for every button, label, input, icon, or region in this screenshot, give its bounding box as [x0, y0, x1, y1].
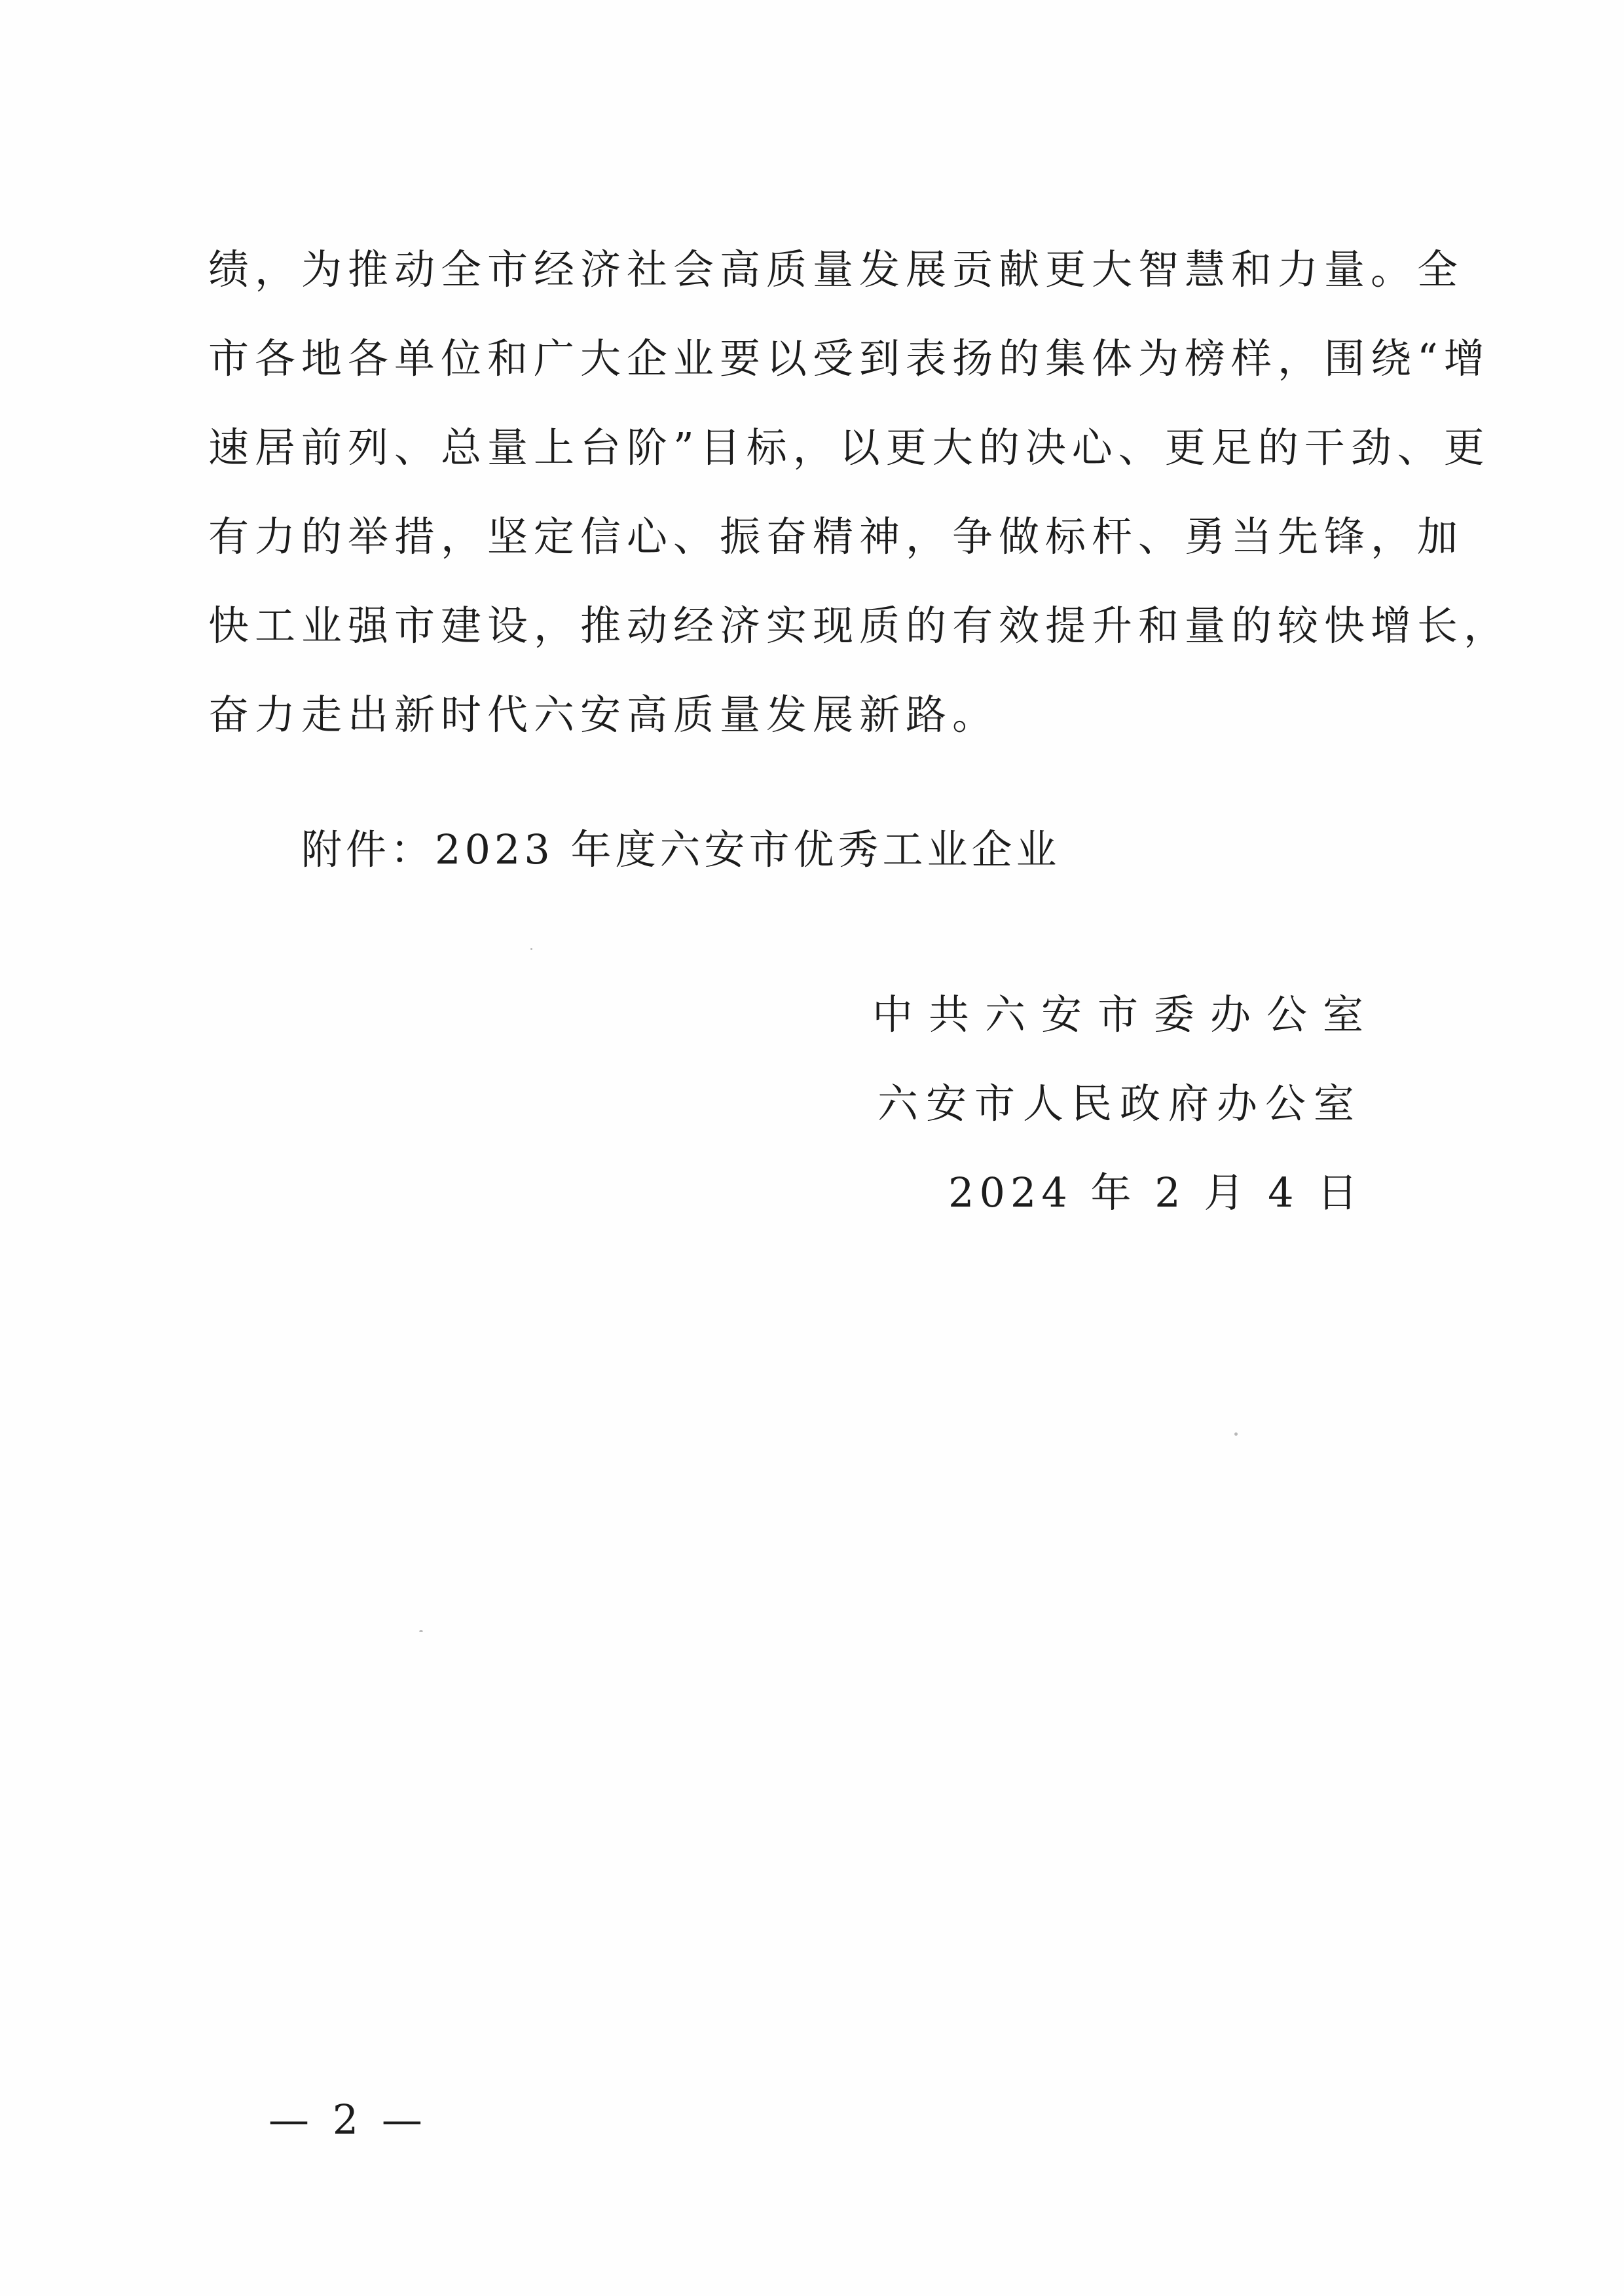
body-line: 绩，为推动全市经济社会高质量发展贡献更大智慧和力量。全 [208, 246, 1464, 293]
page-number: — 2 — [268, 2096, 428, 2143]
body-paragraph [208, 237, 1511, 771]
scan-speck [419, 1630, 423, 1632]
scan-speck [530, 948, 532, 950]
issuing-office-government: 六安市人民政府办公室 [877, 1080, 1363, 1127]
body-line: 有力的举措，坚定信心、振奋精神，争做标杆、勇当先锋，加 [208, 513, 1464, 560]
issuing-office-party: 中共六安市委办公室 [872, 991, 1380, 1038]
body-line: 快工业强市建设，推动经济实现质的有效提升和量的较快增长， [208, 602, 1511, 649]
attachment-note: 附件：2023 年度六安市优秀工业企业 [301, 826, 1061, 873]
body-line: 奋力走出新时代六安高质量发展新路。 [208, 691, 999, 738]
body-line: 速居前列、总量上台阶”目标，以更大的决心、更足的干劲、更 [208, 424, 1490, 471]
scan-speck [1234, 1432, 1238, 1436]
body-line: 市各地各单位和广大企业要以受到表扬的集体为榜样，围绕“增 [208, 335, 1490, 382]
issue-date: 2024 年 2 月 4 日 [948, 1169, 1363, 1216]
